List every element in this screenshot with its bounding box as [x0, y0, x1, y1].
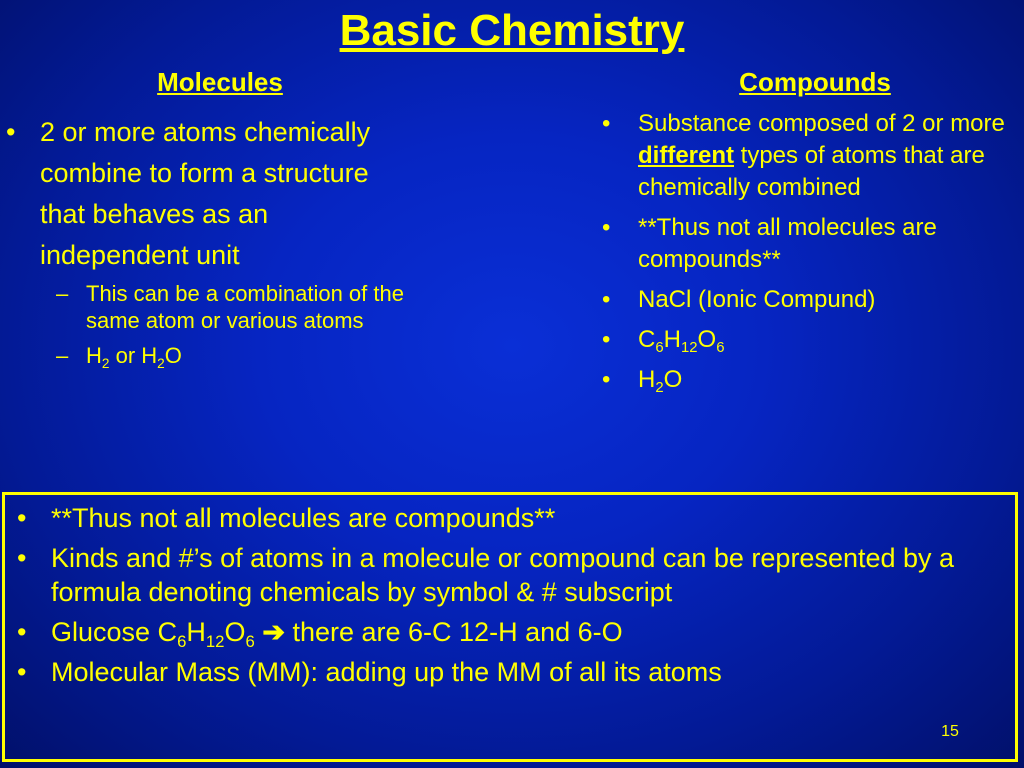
summary-bullet-4: • Molecular Mass (MM): adding up the MM of all its atoms: [5, 655, 1005, 689]
compounds-column: [600, 108, 1024, 404]
molecules-column: [0, 112, 440, 369]
slide-title: Basic Chemistry: [339, 6, 685, 55]
molecules-bullet: • 2 or more atoms chemically combine to form a structure that behaves as an independent unit: [0, 112, 400, 276]
summary-box: [2, 492, 1018, 762]
molecules-sub-bullet-1: – This can be a combination of the same atom or various atoms: [86, 280, 426, 334]
molecules-heading: Molecules: [157, 67, 283, 97]
compounds-heading: Compounds: [739, 67, 891, 97]
emphasis-different: different: [638, 142, 734, 169]
page-number: 15: [941, 723, 959, 740]
compounds-bullet-4: • $C_6H_{12}O_6$: [600, 324, 1024, 356]
summary-bullet-1: • **Thus not all molecules are compounds**: [5, 501, 1005, 535]
molecules-sub-bullet-2: – $H_2$ or $H_2O$: [86, 342, 426, 369]
summary-bullet-2: • Kinds and #’s of atoms in a molecule or compound can be represented by a formula denoting chemicals by symbol & # subscript: [5, 541, 1005, 609]
summary-bullet-3: • Glucose $C_6H_{12}O_6$ ➔ there are 6-C 12-H and 6-O: [5, 615, 1005, 649]
compounds-bullet-5: • $H_2O$: [600, 364, 1024, 396]
arrow-right-icon: ➔: [262, 617, 285, 647]
compounds-bullet-2: • **Thus not all molecules are compounds**: [600, 212, 1024, 276]
compounds-bullet-1: • Substance composed of 2 or more different types of atoms that are chemically combined: [600, 108, 1024, 204]
compounds-bullet-3: • NaCl (Ionic Compund): [600, 284, 1024, 316]
